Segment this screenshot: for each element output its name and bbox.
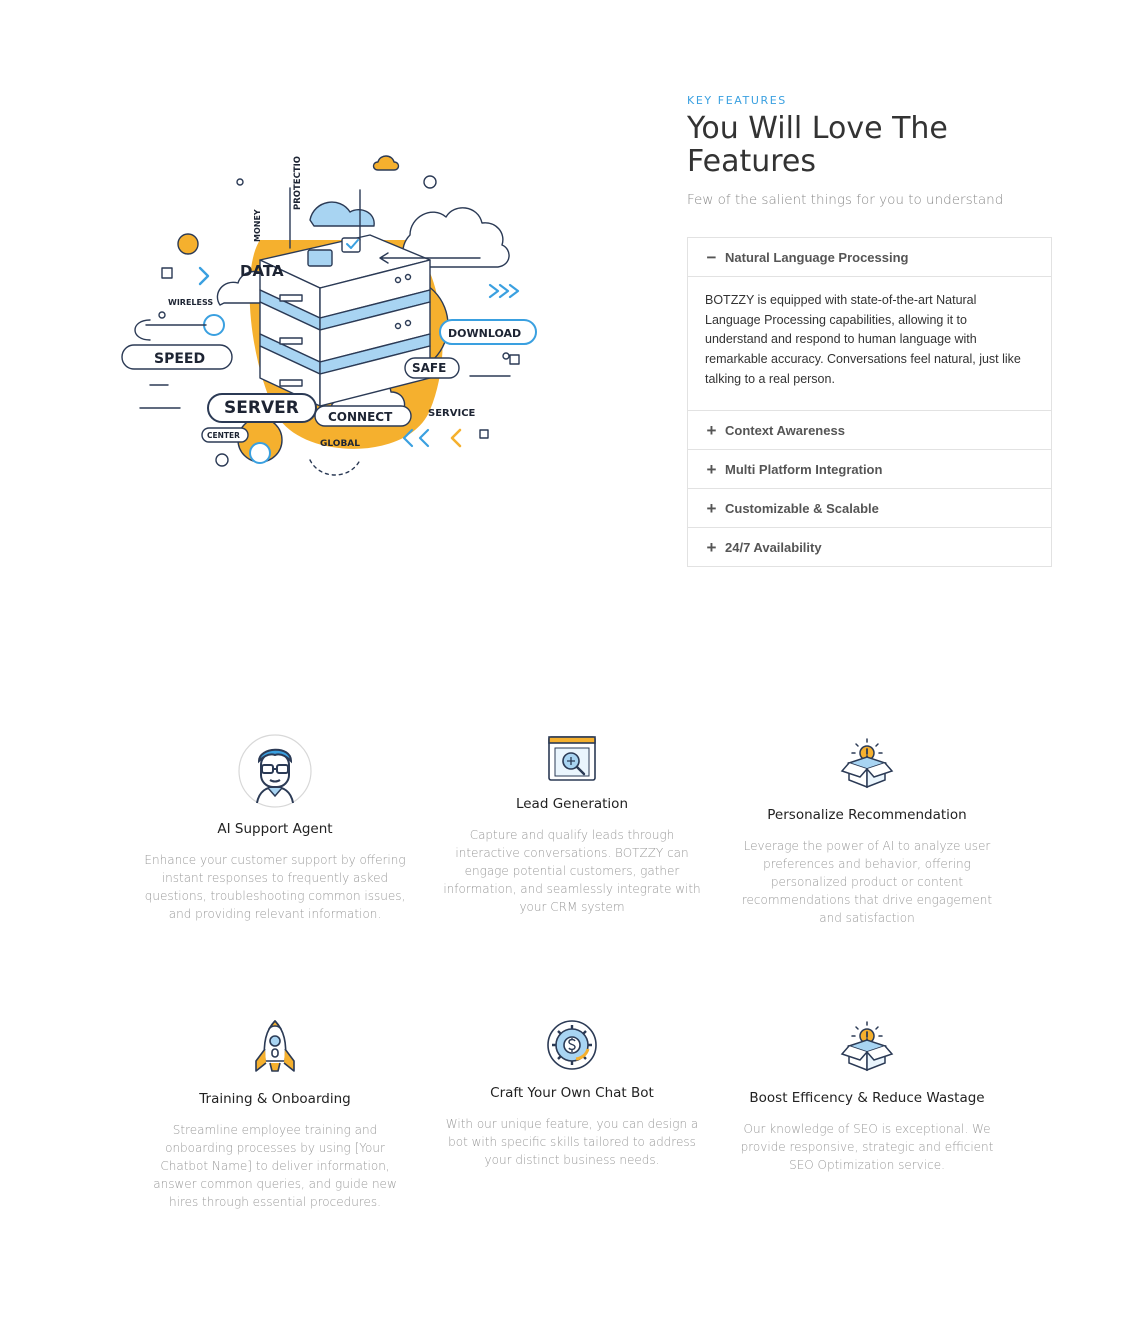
accordion-toggle-context[interactable]	[688, 411, 1051, 449]
service-card-support	[135, 733, 415, 923]
accordion-toggle-multiplatform[interactable]	[688, 450, 1051, 488]
plus-icon: +	[706, 498, 717, 518]
illustration-label-safe: SAFE	[412, 361, 447, 375]
service-card-chatbot	[432, 1019, 712, 1169]
accordion-item-nlp	[688, 238, 1051, 411]
illustration-label-global: GLOBAL	[320, 439, 361, 449]
illustration-label-connect: CONNECT	[328, 410, 393, 424]
features-eyebrow: KEY FEATURES	[687, 94, 787, 107]
card-title: Boost Efficency & Reduce Wastage	[749, 1090, 985, 1106]
illustration-label-center: CENTER	[207, 431, 240, 440]
accordion-item-multiplatform	[688, 450, 1051, 489]
features-accordion	[687, 237, 1052, 567]
accordion-toggle-availability[interactable]	[688, 528, 1051, 566]
illustration-label-protection: PROTECTIO	[293, 155, 303, 210]
accordion-body-nlp: BOTZZY is equipped with state-of-the-art Natural Language Processing capabilities, allowing it to understand and respond to human language with remarkable accuracy. Conversations feel natural, just like talking to a real person.	[688, 276, 1051, 410]
idea-box-icon	[839, 737, 895, 789]
card-title: AI Support Agent	[217, 821, 333, 837]
gear-dollar-icon	[546, 1019, 598, 1071]
service-card-lead-generation	[432, 736, 712, 916]
idea-box-icon	[839, 1020, 895, 1072]
illustration-label-server: SERVER	[224, 398, 299, 418]
card-description: Enhance your customer support by offering instant responses to frequently asked questions, troubleshooting common issues, and providing relevant information.	[144, 853, 406, 921]
illustration-label-data: DATA	[240, 262, 284, 280]
card-description: Capture and qualify leads through interactive conversations. BOTZZY can engage potential customers, gather information, and seamlessly integrate with your CRM system	[443, 828, 701, 914]
card-description: With our unique feature, you can design a bot with specific skills tailored to address your distinct business needs.	[445, 1117, 699, 1167]
accordion-label: Natural Language Processing	[725, 249, 909, 265]
card-description: Our knowledge of SEO is exceptional. We provide responsive, strategic and efficient SEO Optimization service.	[740, 1122, 994, 1172]
support-agent-icon	[237, 733, 313, 809]
plus-icon: +	[706, 459, 717, 479]
features-header	[687, 94, 1067, 208]
accordion-label: Context Awareness	[725, 422, 845, 438]
illustration-label-wireless: WIRELESS	[168, 298, 214, 307]
accordion-item-availability	[688, 528, 1051, 566]
illustration-label-download: DOWNLOAD	[448, 327, 522, 340]
service-card-efficiency	[727, 1020, 1007, 1174]
card-description: Streamline employee training and onboarding processes by using [Your Chatbot Name] to deliver information, answer common queries, and guide new hires through essential procedures.	[153, 1123, 397, 1209]
illustration-label-money: MONEY	[253, 209, 262, 242]
plus-icon: +	[706, 420, 717, 440]
accordion-label: 24/7 Availability	[725, 539, 822, 555]
accordion-label: Customizable & Scalable	[725, 500, 879, 516]
features-title: You Will Love The Features	[687, 111, 948, 179]
illustration-label-speed: SPEED	[154, 351, 206, 367]
illustration-label-service: SERVICE	[428, 408, 476, 419]
accordion-label: Multi Platform Integration	[725, 461, 883, 477]
server-data-illustration	[110, 140, 550, 500]
rocket-icon	[246, 1019, 304, 1075]
card-title: Training & Onboarding	[199, 1091, 351, 1107]
accordion-item-scalable	[688, 489, 1051, 528]
card-description: Leverage the power of AI to analyze user preferences and behavior, offering personalized product or content recommendations that drive engagement and satisfaction	[741, 839, 993, 925]
plus-icon: +	[706, 537, 717, 557]
features-subtitle: Few of the salient things for you to understand	[687, 192, 1004, 208]
magnifier-window-icon	[548, 736, 596, 782]
service-card-personalize	[727, 737, 1007, 927]
accordion-item-context	[688, 411, 1051, 450]
accordion-toggle-nlp[interactable]	[688, 238, 1051, 276]
card-title: Craft Your Own Chat Bot	[490, 1085, 654, 1101]
card-title: Personalize Recommendation	[767, 807, 967, 823]
accordion-toggle-scalable[interactable]	[688, 489, 1051, 527]
service-card-training	[135, 1019, 415, 1211]
minus-icon: −	[706, 247, 717, 267]
card-title: Lead Generation	[515, 796, 629, 812]
